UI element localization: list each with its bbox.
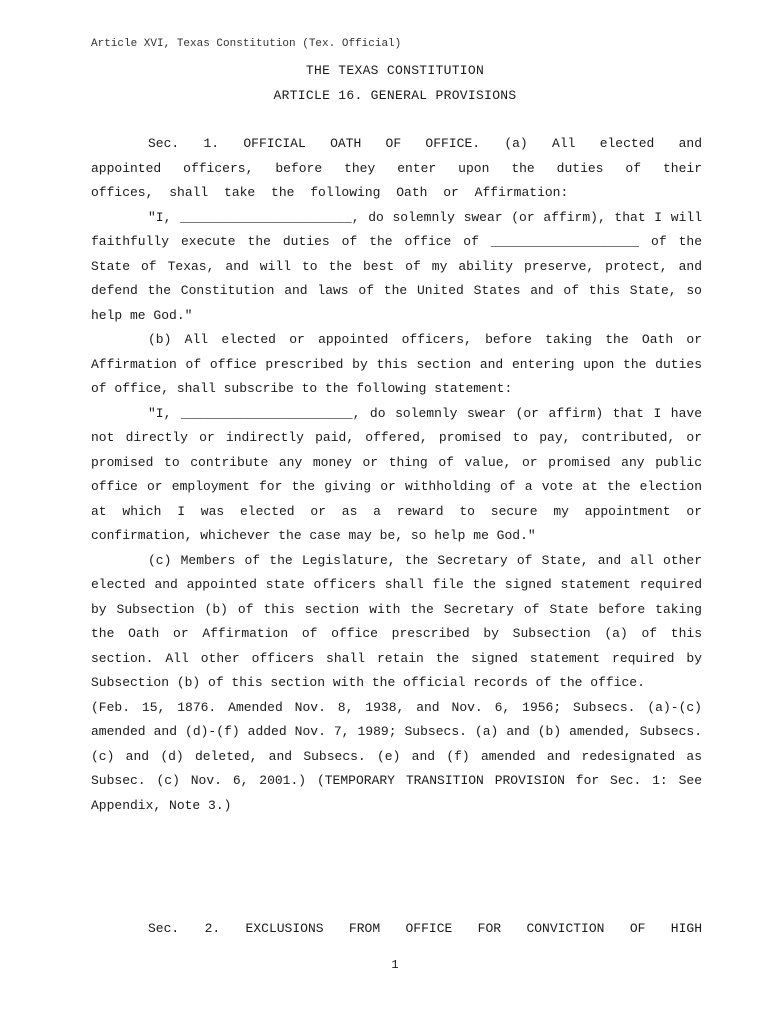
running-header: Article XVI, Texas Constitution (Tex. Official) <box>91 38 402 50</box>
oath-text: "I, ______________________, do solemnly swear (or affirm), that I will faithfully execute the duties of the office of ___________________ of the State of Texas, and will to the best of my ability preserve, protect, and defend the Constitution and laws of the United States and of this State, so help me God." <box>91 209 702 323</box>
section-1 <box>91 132 702 818</box>
statement-text: "I, ______________________, do solemnly swear (or affirm) that I have not directly or indirectly paid, offered, promised to pay, contributed, or promised to contribute any money or thing of value, or promised any public office or employment for the giving or withholding of a vote at the election at which I was elected or as a reward to secure my appointment or confirmation, whichever the case may be, so help me God." <box>91 405 702 543</box>
page-number: 1 <box>391 958 399 972</box>
subsection-b: (b) All elected or appointed officers, before taking the Oath or Affirmation of office prescribed by this section and entering upon the duties of office, shall subscribe to the following statement: <box>91 332 702 396</box>
section-1-intro: Sec. 1. OFFICIAL OATH OF OFFICE. (a) All elected and appointed officers, before they enter upon the duties of their offices, shall take the following Oath or Affirmation: <box>91 136 702 200</box>
history-note: (Feb. 15, 1876. Amended Nov. 8, 1938, and Nov. 6, 1956; Subsecs. (a)-(c) amended and (d)-(f) added Nov. 7, 1989; Subsecs. (a) and (b) amended, Subsecs. (c) and (d) deleted, and Subsecs. (e) and (f) amended and redesignated as Subsec. (c) Nov. 6, 2001.) (TEMPORARY TRANSITION PROVISION for Sec. 1: See Appendix, Note 3.) <box>91 699 702 813</box>
document-title: THE TEXAS CONSTITUTION <box>305 63 485 78</box>
subsection-c: (c) Members of the Legislature, the Secretary of State, and all other elected and appointed state officers shall file the signed statement required by Subsection (b) of this section with the Secretary of State before taking the Oath or Affirmation of office prescribed by Subsection (a) of this section. All other officers shall retain the signed statement required by Subsection (b) of this section with the official records of the office. <box>91 552 702 690</box>
article-title: ARTICLE 16. GENERAL PROVISIONS <box>273 88 517 103</box>
section-2-heading: Sec. 2. EXCLUSIONS FROM OFFICE FOR CONVICTION OF HIGH <box>148 921 702 936</box>
